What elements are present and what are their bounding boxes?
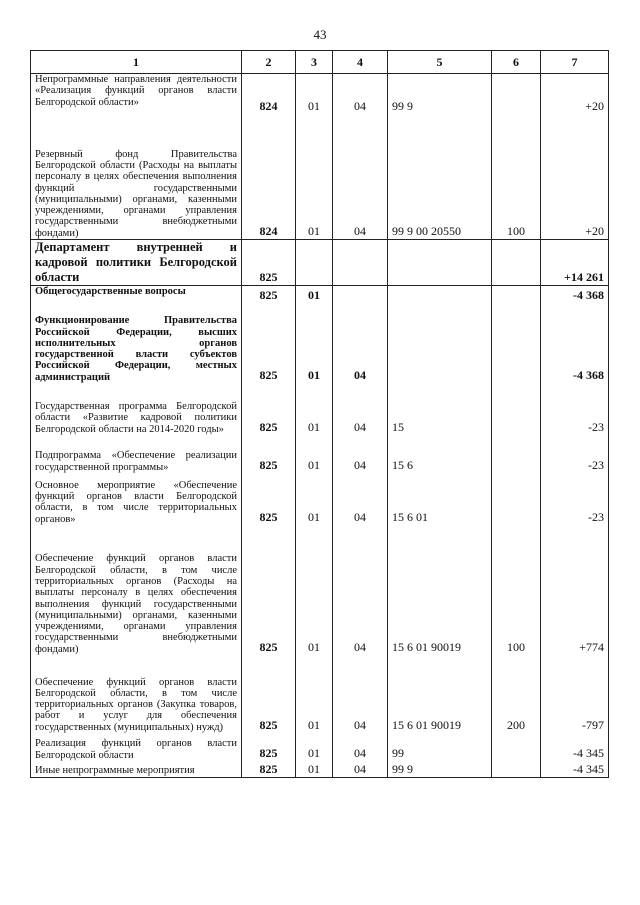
row-section-code: 01 xyxy=(296,733,333,761)
row-ministry-code: 825 xyxy=(242,240,296,286)
table-row xyxy=(31,473,609,525)
row-target-code xyxy=(388,240,492,286)
row-expense-type xyxy=(492,74,541,140)
table-row xyxy=(31,655,609,733)
row-subsection-code: 04 xyxy=(333,435,388,473)
row-target-code: 15 xyxy=(388,383,492,435)
header-col-4: 4 xyxy=(333,51,388,74)
row-section-code: 01 xyxy=(296,74,333,140)
row-description: Непрограммные направления деятельности «Реализация функций органов власти Белгородской области» xyxy=(31,74,242,140)
table-row xyxy=(31,435,609,473)
row-target-code: 15 6 01 xyxy=(388,473,492,525)
row-section-code: 01 xyxy=(296,525,333,655)
row-target-code: 99 9 00 20550 xyxy=(388,140,492,240)
row-target-code: 15 6 xyxy=(388,435,492,473)
budget-table xyxy=(30,50,609,778)
row-subsection-code xyxy=(333,286,388,304)
row-subsection-code: 04 xyxy=(333,473,388,525)
row-description: Иные непрограммные мероприятия xyxy=(31,761,242,777)
row-section-code: 01 xyxy=(296,473,333,525)
page-number: 43 xyxy=(313,27,327,42)
table-row xyxy=(31,74,609,140)
table-row-department xyxy=(31,240,609,286)
row-amount: -23 xyxy=(541,435,609,473)
row-section-code: 01 xyxy=(296,761,333,777)
row-description: Основное мероприятие «Обеспечение функций органов власти Белгородской области, в том числе территориальных органов» xyxy=(31,473,242,525)
row-description: Обеспечение функций органов власти Белгородской области, в том числе территориальных органов (Расходы на выплаты персоналу в целях обеспечения выполнения функций государственными (муниципальными) органами, казенными учреждениями, органами управления государственными внебюджетными фондами) xyxy=(31,525,242,655)
header-col-5: 5 xyxy=(388,51,492,74)
row-section-code: 01 xyxy=(296,383,333,435)
row-description: Государственная программа Белгородской области «Развитие кадровой политики Белгородской области на 2014-2020 годы» xyxy=(31,383,242,435)
row-ministry-code: 825 xyxy=(242,303,296,383)
row-section-code: 01 xyxy=(296,655,333,733)
row-description: Подпрограмма «Обеспечение реализации государственной программы» xyxy=(31,435,242,473)
row-expense-type xyxy=(492,761,541,777)
row-expense-type xyxy=(492,473,541,525)
row-section-code: 01 xyxy=(296,435,333,473)
row-description: Общегосударственные вопросы xyxy=(31,286,242,304)
row-subsection-code: 04 xyxy=(333,303,388,383)
table-row xyxy=(31,525,609,655)
row-ministry-code: 825 xyxy=(242,655,296,733)
row-amount: -4 368 xyxy=(541,286,609,304)
row-section-code xyxy=(296,240,333,286)
header-col-3: 3 xyxy=(296,51,333,74)
row-ministry-code: 825 xyxy=(242,473,296,525)
row-ministry-code: 825 xyxy=(242,286,296,304)
table-row xyxy=(31,286,609,304)
row-ministry-code: 824 xyxy=(242,140,296,240)
table-header-row xyxy=(31,51,609,74)
row-amount: -23 xyxy=(541,383,609,435)
row-subsection-code xyxy=(333,240,388,286)
row-section-code: 01 xyxy=(296,140,333,240)
row-amount: +774 xyxy=(541,525,609,655)
row-description: Департамент внутренней и кадровой политики Белгородской области xyxy=(31,240,242,286)
row-amount: +14 261 xyxy=(541,240,609,286)
table-row xyxy=(31,303,609,383)
row-target-code: 99 9 xyxy=(388,74,492,140)
row-subsection-code: 04 xyxy=(333,761,388,777)
row-subsection-code: 04 xyxy=(333,383,388,435)
row-amount: -4 345 xyxy=(541,733,609,761)
row-ministry-code: 825 xyxy=(242,761,296,777)
row-ministry-code: 825 xyxy=(242,733,296,761)
header-col-6: 6 xyxy=(492,51,541,74)
row-expense-type: 200 xyxy=(492,655,541,733)
row-subsection-code: 04 xyxy=(333,74,388,140)
row-description: Функционирование Правительства Российской Федерации, высших исполнительных органов государственной власти субъектов Российской Федерации, местных администраций xyxy=(31,303,242,383)
row-expense-type xyxy=(492,435,541,473)
row-amount: -4 345 xyxy=(541,761,609,777)
row-expense-type xyxy=(492,733,541,761)
row-target-code: 99 9 xyxy=(388,761,492,777)
table-row xyxy=(31,733,609,761)
row-amount: -23 xyxy=(541,473,609,525)
row-subsection-code: 04 xyxy=(333,140,388,240)
row-target-code xyxy=(388,286,492,304)
row-target-code: 15 6 01 90019 xyxy=(388,655,492,733)
row-subsection-code: 04 xyxy=(333,655,388,733)
row-target-code: 15 6 01 90019 xyxy=(388,525,492,655)
table-row xyxy=(31,383,609,435)
row-ministry-code: 825 xyxy=(242,525,296,655)
row-ministry-code: 824 xyxy=(242,74,296,140)
row-amount: +20 xyxy=(541,74,609,140)
row-section-code: 01 xyxy=(296,303,333,383)
row-target-code: 99 xyxy=(388,733,492,761)
row-expense-type xyxy=(492,240,541,286)
table-row xyxy=(31,140,609,240)
row-ministry-code: 825 xyxy=(242,435,296,473)
row-section-code: 01 xyxy=(296,286,333,304)
row-expense-type xyxy=(492,383,541,435)
row-expense-type: 100 xyxy=(492,525,541,655)
row-amount: -797 xyxy=(541,655,609,733)
row-amount: -4 368 xyxy=(541,303,609,383)
header-col-1: 1 xyxy=(31,51,242,74)
row-ministry-code: 825 xyxy=(242,383,296,435)
row-subsection-code: 04 xyxy=(333,733,388,761)
row-target-code xyxy=(388,303,492,383)
row-expense-type xyxy=(492,303,541,383)
row-amount: +20 xyxy=(541,140,609,240)
row-description: Резервный фонд Правительства Белгородской области (Расходы на выплаты персоналу в целях обеспечения выполнения функций государственными (муниципальными) органами, казенными учреждениями, органами управления государственными внебюджетными фондами) xyxy=(31,140,242,240)
header-col-7: 7 xyxy=(541,51,609,74)
header-col-2: 2 xyxy=(242,51,296,74)
row-description: Реализация функций органов власти Белгородской области xyxy=(31,733,242,761)
row-description: Обеспечение функций органов власти Белгородской области, в том числе территориальных органов (Закупка товаров, работ и услуг для обеспечения государственных (муниципальных) нужд) xyxy=(31,655,242,733)
row-expense-type: 100 xyxy=(492,140,541,240)
row-expense-type xyxy=(492,286,541,304)
row-subsection-code: 04 xyxy=(333,525,388,655)
table-row xyxy=(31,761,609,777)
